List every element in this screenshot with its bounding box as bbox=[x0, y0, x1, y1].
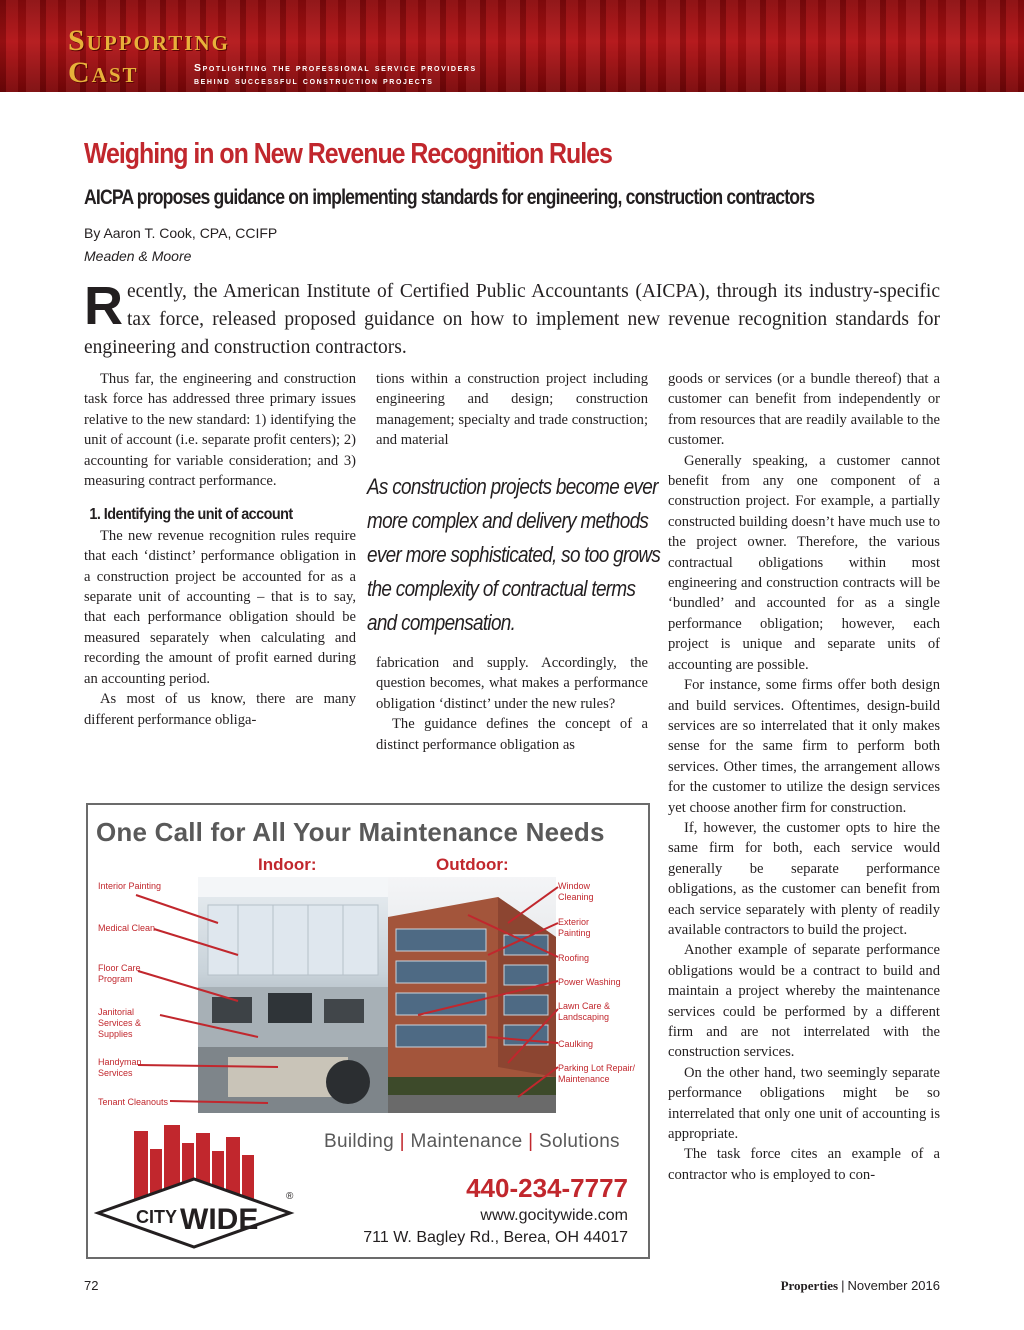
service-pointer-arrows bbox=[88, 805, 650, 1125]
logo-text-wide: WIDE bbox=[180, 1203, 259, 1236]
outdoor-service-label: Roofing bbox=[558, 953, 590, 963]
lead-text: ecently, the American Institute of Certified Public Accountants (AICPA), through its industry-specific tax force, released proposed guidance on how to implement new revenue recognition standards for engineering and construction contractors. bbox=[84, 281, 940, 358]
banner-title-line1: Supporting bbox=[68, 24, 230, 57]
tagline-maintenance: Maintenance bbox=[410, 1131, 523, 1152]
banner-subtitle-line1: Spotlighting the professional service providers bbox=[194, 62, 477, 74]
indoor-service-label: Janitorial Services & Supplies bbox=[98, 1007, 142, 1039]
outdoor-service-label: Exterior Painting bbox=[558, 917, 591, 938]
col3-paragraph-1: goods or services (or a bundle thereof) that a customer can benefit from independently or from resources that are readily available to the customer. bbox=[668, 371, 940, 449]
tagline-separator: | bbox=[399, 1131, 405, 1152]
ad-address: 711 W. Bagley Rd., Berea, OH 44017 bbox=[363, 1229, 628, 1246]
tagline-separator: | bbox=[528, 1131, 534, 1152]
citywide-advertisement bbox=[86, 803, 650, 1259]
ad-title: One Call for All Your Maintenance Needs bbox=[96, 817, 605, 847]
logo-text-city: CITY bbox=[136, 1207, 178, 1227]
column-2-top bbox=[376, 369, 648, 451]
article-headline: Weighing in on New Revenue Recognition Rules bbox=[84, 138, 612, 170]
col1-paragraph-3: As most of us know, there are many different performance obliga- bbox=[84, 691, 356, 728]
logo-registered-mark: ® bbox=[286, 1191, 294, 1202]
column-3 bbox=[668, 369, 940, 1185]
outdoor-service-label: Lawn Care & Landscaping bbox=[558, 1001, 611, 1022]
publication-name: Properties bbox=[780, 1278, 839, 1293]
pull-quote: As construction projects become ever more complex and delivery methods ever more sophisticated, so too grows the complexity of contractual terms and compensation. bbox=[367, 474, 661, 635]
col3-paragraph-7: The task force cites an example of a contractor who is employed to con- bbox=[668, 1146, 940, 1183]
byline: By Aaron T. Cook, CPA, CCIFP bbox=[84, 225, 278, 241]
author-company: Meaden & Moore bbox=[84, 248, 192, 264]
col1-paragraph-1: Thus far, the engineering and construction task force has addressed three primary issues relative to the new standard: 1) identifying the unit of account (i.e. separate profit centers); 2) accounting for variable consideration; and 3) measuring contract performance. bbox=[84, 371, 356, 490]
indoor-service-label: Handyman Services bbox=[98, 1057, 142, 1078]
column-2-bottom bbox=[376, 653, 648, 755]
footer-separator: | bbox=[841, 1278, 845, 1293]
lead-paragraph bbox=[84, 278, 940, 362]
outdoor-service-label: Window Cleaning bbox=[558, 881, 594, 902]
tagline-building: Building bbox=[324, 1131, 395, 1152]
outdoor-service-label: Power Washing bbox=[558, 977, 621, 987]
outdoor-service-label: Caulking bbox=[558, 1039, 594, 1049]
outdoor-service-label: Parking Lot Repair/ Maintenance bbox=[558, 1063, 636, 1084]
col3-paragraph-3: For instance, some firms offer both design and build services. Oftentimes, design-build services are so interrelated that it only makes sense for the same firm to perform both services. Other times, the arrangement allows for the customer to utilize the design services yet choose another firm for construction. bbox=[668, 677, 940, 816]
col3-paragraph-2: Generally speaking, a customer cannot benefit from any one component of a construction project. For example, a partially constructed building doesn’t have much use to the project owner. Therefore, the various contractual obligations within most engineering and construction contracts will be ‘bundled’ and accounted for as a single performance obligation; however, each project is unique and separate units of accounting are possible. bbox=[668, 452, 940, 673]
ad-indoor-label: Indoor: bbox=[258, 855, 317, 874]
indoor-service-label: Medical Clean bbox=[98, 923, 156, 933]
col1-paragraph-2: The new revenue recognition rules require that each ‘distinct’ performance obligation in a construction project be accounted for as a separate unit of accounting – that is to say, that each performance obligation should be measured separately when calculating and recording the amount of profit earned during an accounting period. bbox=[84, 527, 356, 687]
section-heading: 1. Identifying the unit of account bbox=[89, 506, 293, 524]
ad-website: www.gocitywide.com bbox=[480, 1207, 628, 1224]
indoor-service-label: Tenant Cleanouts bbox=[98, 1097, 169, 1107]
indoor-service-label: Interior Painting bbox=[98, 881, 162, 891]
page-number: 72 bbox=[84, 1278, 99, 1293]
column-1 bbox=[84, 369, 356, 730]
col2-paragraph-1: tions within a construction project including engineering and design; construction management; specialty and trade construction; and material bbox=[376, 371, 648, 449]
ad-outdoor-label: Outdoor: bbox=[436, 855, 509, 874]
issue-date: November 2016 bbox=[847, 1278, 940, 1293]
header-banner bbox=[0, 0, 1024, 92]
col3-paragraph-6: On the other hand, two seemingly separate performance obligations might be so interrelated that only one unit of accounting is appropriate. bbox=[668, 1064, 940, 1143]
article-subhead: AICPA proposes guidance on implementing standards for engineering, construction contractors bbox=[84, 186, 815, 209]
col3-paragraph-4: If, however, the customer opts to hire the same firm for both, each service would generally be separate performance obligations, as the customer can benefit from each service separately with plenty of readily available contractors to build the project. bbox=[668, 819, 940, 938]
page-footer bbox=[781, 1278, 940, 1294]
col3-paragraph-5: Another example of separate performance obligations would be a contract to build and maintain a project whereby the maintenance services could be performed by a different firm and are not interrelated with the construction services. bbox=[668, 942, 940, 1061]
col2-paragraph-3: The guidance defines the concept of a distinct performance obligation as bbox=[376, 716, 648, 753]
col2-paragraph-2: fabrication and supply. Accordingly, the question becomes, what makes a performance obligation ‘distinct’ under the new rules? bbox=[376, 655, 648, 712]
indoor-service-label: Floor Care Program bbox=[98, 963, 141, 984]
ad-tagline bbox=[324, 1131, 620, 1153]
citywide-logo bbox=[94, 1121, 304, 1253]
tagline-solutions: Solutions bbox=[539, 1131, 620, 1152]
banner-subtitle-line2: behind successful construction projects bbox=[194, 75, 434, 87]
drop-cap: R bbox=[84, 276, 123, 336]
ad-phone-number: 440-234-7777 bbox=[466, 1173, 628, 1203]
banner-title-line2: Cast bbox=[68, 56, 139, 89]
